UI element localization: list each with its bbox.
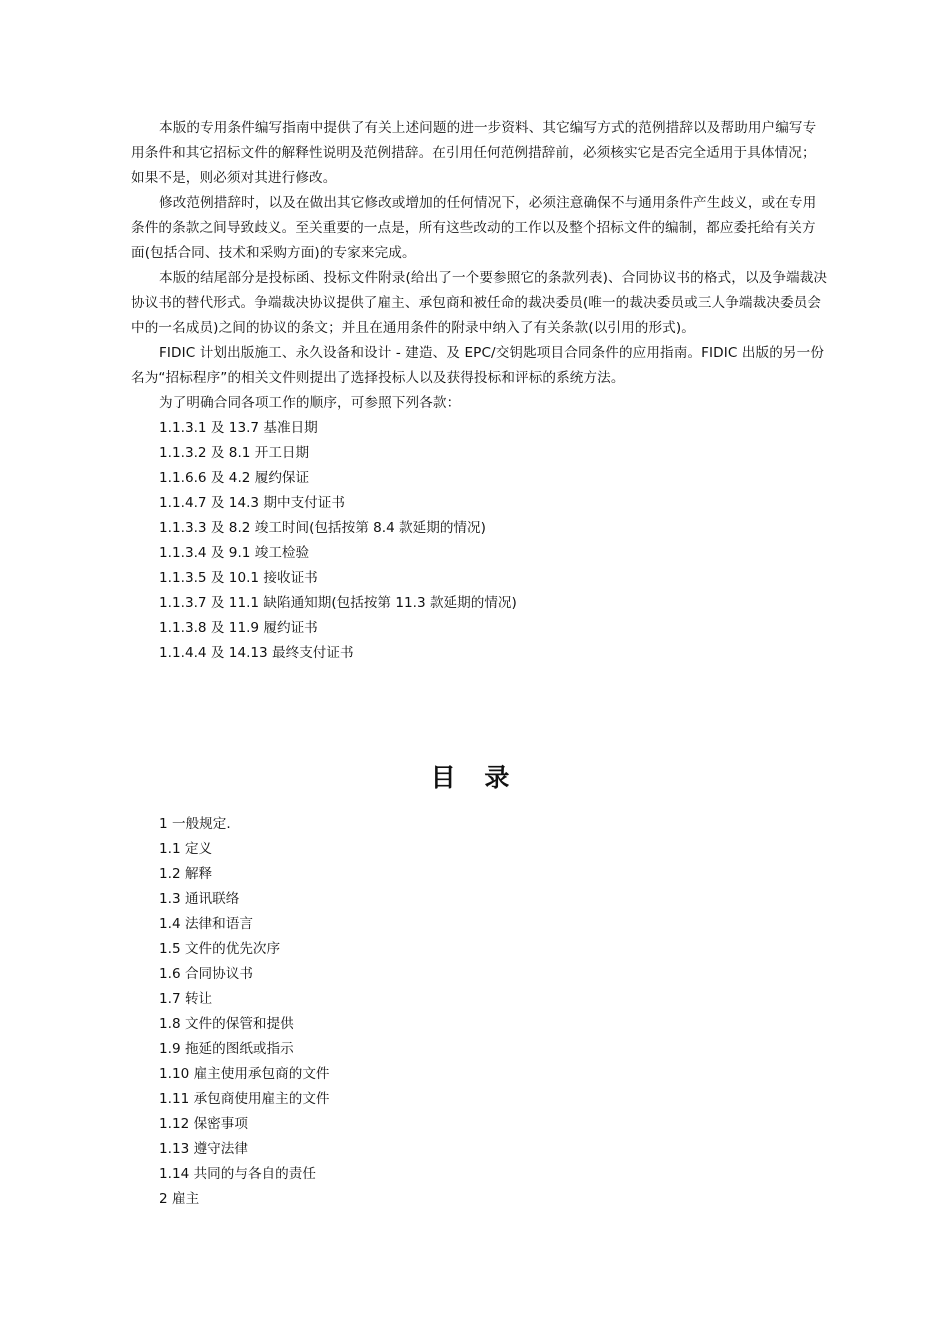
toc-item[interactable]: 1 一般规定. bbox=[159, 816, 231, 832]
clause-item: 1.1.3.8 及 11.9 履约证书 bbox=[159, 620, 318, 636]
clause-item: 1.1.3.7 及 11.1 缺陷通知期(包括按第 11.3 款延期的情况) bbox=[159, 595, 517, 611]
toc-item[interactable]: 1.9 拖延的图纸或指示 bbox=[159, 1041, 294, 1057]
paragraph-line: 协议书的替代形式。争端裁决协议提供了雇主、承包商和被任命的裁决委员(唯一的裁决委员或三人争端裁决委员会 bbox=[131, 295, 822, 311]
paragraph-line: 条件的条款之间导致歧义。至关重要的一点是，所有这些改动的工作以及整个招标文件的编制，都应委托给有关方 bbox=[131, 220, 816, 236]
clause-item: 1.1.3.4 及 9.1 竣工检验 bbox=[159, 545, 310, 561]
paragraph-line: 用条件和其它招标文件的解释性说明及范例措辞。在引用任何范例措辞前，必须核实它是否完全适用于具体情况； bbox=[131, 145, 816, 161]
clause-item: 1.1.3.5 及 10.1 接收证书 bbox=[159, 570, 318, 586]
toc-item[interactable]: 1.8 文件的保管和提供 bbox=[159, 1016, 294, 1032]
toc-title: 目 录 bbox=[430, 763, 520, 792]
toc-item[interactable]: 1.12 保密事项 bbox=[159, 1116, 248, 1132]
clause-item: 1.1.3.3 及 8.2 竣工时间(包括按第 8.4 款延期的情况) bbox=[159, 520, 486, 536]
toc-item[interactable]: 1.4 法律和语言 bbox=[159, 916, 253, 932]
table-of-contents bbox=[159, 812, 759, 1212]
clause-item: 1.1.4.7 及 14.3 期中支付证书 bbox=[159, 495, 345, 511]
toc-item[interactable]: 1.7 转让 bbox=[159, 991, 213, 1007]
paragraph-4 bbox=[131, 341, 851, 391]
toc-item[interactable]: 1.1 定义 bbox=[159, 841, 213, 857]
toc-item[interactable]: 2 雇主 bbox=[159, 1191, 200, 1207]
toc-item[interactable]: 1.11 承包商使用雇主的文件 bbox=[159, 1091, 330, 1107]
clause-item: 1.1.4.4 及 14.13 最终支付证书 bbox=[159, 645, 354, 661]
paragraph-line: 如果不是，则必须对其进行修改。 bbox=[131, 170, 337, 186]
toc-item[interactable]: 1.2 解释 bbox=[159, 866, 213, 882]
toc-item[interactable]: 1.5 文件的优先次序 bbox=[159, 941, 281, 957]
paragraph-line: 本版的结尾部分是投标函、投标文件附录(给出了一个要参照它的条款列表)、合同协议书的格式，以及争端裁决 bbox=[159, 270, 828, 286]
paragraph-2 bbox=[131, 191, 851, 266]
toc-item[interactable]: 1.10 雇主使用承包商的文件 bbox=[159, 1066, 330, 1082]
paragraph-line: 为了明确合同各项工作的顺序，可参照下列各款： bbox=[159, 395, 461, 411]
paragraph-line: 面(包括合同、技术和采购方面)的专家来完成。 bbox=[131, 245, 416, 261]
toc-item[interactable]: 1.6 合同协议书 bbox=[159, 966, 253, 982]
paragraph-line: 名为“招标程序”的相关文件则提出了选择投标人以及获得投标和评标的系统方法。 bbox=[131, 370, 625, 386]
paragraph-5 bbox=[159, 391, 851, 416]
paragraph-1 bbox=[131, 116, 851, 191]
paragraph-line: FIDIC 计划出版施工、永久设备和设计 - 建造、及 EPC/交钥匙项目合同条件的应用指南。FIDIC 出版的另一份 bbox=[159, 345, 825, 361]
clause-item: 1.1.3.1 及 13.7 基准日期 bbox=[159, 420, 318, 436]
paragraph-line: 修改范例措辞时，以及在做出其它修改或增加的任何情况下，必须注意确保不与通用条件产生歧义，或在专用 bbox=[159, 195, 817, 211]
clause-item: 1.1.6.6 及 4.2 履约保证 bbox=[159, 470, 310, 486]
intro-section bbox=[131, 116, 851, 666]
toc-item[interactable]: 1.14 共同的与各自的责任 bbox=[159, 1166, 316, 1182]
paragraph-line: 本版的专用条件编写指南中提供了有关上述问题的进一步资料、其它编写方式的范例措辞以及帮助用户编写专 bbox=[159, 120, 817, 136]
paragraph-line: 中的一名成员)之间的协议的条文；并且在通用条件的附录中纳入了有关条款(以引用的形式)。 bbox=[131, 320, 695, 336]
toc-item[interactable]: 1.13 遵守法律 bbox=[159, 1141, 248, 1157]
clause-item: 1.1.3.2 及 8.1 开工日期 bbox=[159, 445, 310, 461]
clause-sequence-list bbox=[159, 416, 851, 666]
toc-list bbox=[159, 812, 759, 1212]
paragraph-3 bbox=[131, 266, 851, 341]
toc-item[interactable]: 1.3 通讯联络 bbox=[159, 891, 240, 907]
